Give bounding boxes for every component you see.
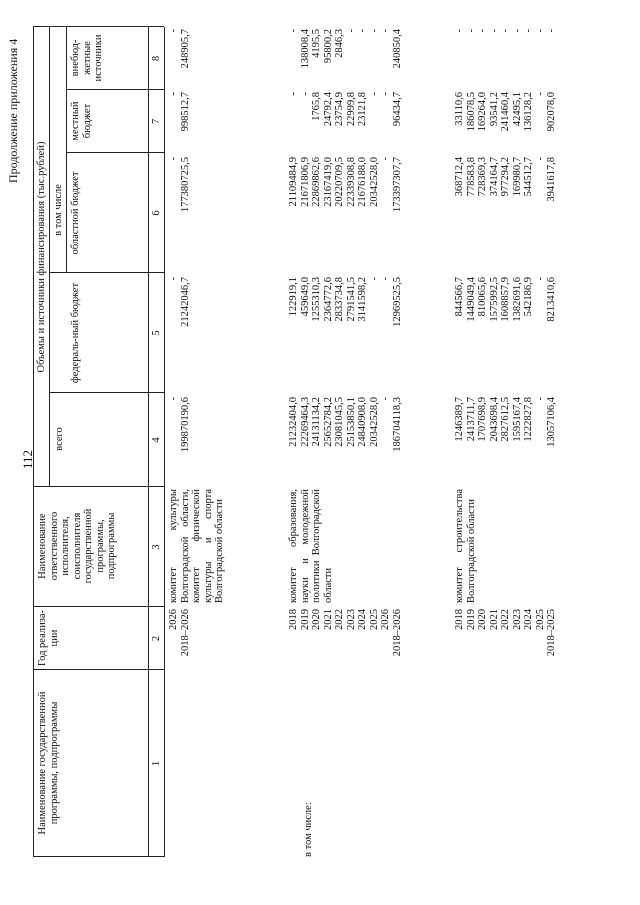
value-cell: 1222827,8	[523, 397, 534, 442]
value-cell: 169980,7	[511, 157, 523, 197]
year-cell: 2026	[168, 609, 179, 630]
value-cell: 21232404,0	[288, 397, 299, 447]
block1-total	[288, 397, 403, 485]
value-cell: -	[534, 157, 546, 161]
value-cell: -	[534, 277, 546, 281]
value-cell: -	[288, 92, 299, 96]
header-program-name: Наименование государственной программы, подпрограммы	[37, 691, 60, 835]
value-cell: 4195,5	[311, 29, 322, 58]
value-cell: 2043698,4	[488, 397, 500, 442]
header-local: местный бюджет	[70, 101, 93, 141]
year-cell: 2019	[465, 609, 477, 630]
value-cell: 22269464,3	[299, 397, 311, 447]
value-cell: -	[168, 277, 179, 281]
value-cell: -	[454, 29, 465, 33]
col-number: 2	[151, 635, 162, 642]
value-cell: 810065,6	[477, 277, 488, 317]
value-cell: 93541,2	[488, 92, 500, 127]
value-cell: 199870190,6	[179, 397, 191, 453]
value-cell: 23121,8	[357, 92, 368, 127]
header-federal: федераль-ный бюджет	[70, 282, 81, 384]
block1-regional	[288, 157, 403, 269]
col-number: 4	[151, 437, 162, 443]
value-cell: -	[168, 157, 179, 161]
value-cell: 241460,4	[500, 92, 511, 132]
value-cell: -	[534, 92, 546, 96]
value-cell: 122919,1	[288, 277, 299, 317]
block2-regional	[454, 157, 558, 269]
value-cell: -	[380, 157, 391, 161]
block2-federal	[454, 277, 558, 389]
value-cell: 3941617,8	[546, 157, 557, 202]
value-cell: 3141598,2	[357, 277, 368, 322]
value-cell: -	[546, 29, 557, 33]
block0-regional	[168, 157, 191, 269]
block2-local	[454, 92, 558, 150]
value-cell: 1765,8	[311, 92, 322, 121]
value-cell: 2791541,5	[345, 277, 357, 322]
block2-extra	[454, 29, 558, 87]
value-cell: 998512,7	[179, 92, 191, 132]
block1-federal	[288, 277, 403, 389]
value-cell: -	[345, 29, 357, 33]
value-cell: 12969525,5	[391, 277, 403, 327]
value-cell: -	[380, 397, 391, 401]
value-cell: -	[380, 277, 391, 281]
year-cell: 2023	[345, 609, 357, 630]
col-number: 5	[151, 330, 162, 336]
appendix-note: Продолжение приложения 4	[6, 38, 20, 183]
header-total: всего	[54, 427, 65, 451]
value-cell: 96434,7	[391, 92, 403, 127]
value-cell: 20342528,0	[368, 397, 380, 447]
value-cell: -	[368, 277, 380, 281]
block0-federal	[168, 277, 191, 389]
value-cell: -	[168, 92, 179, 96]
value-cell: 8213410,6	[546, 277, 557, 322]
value-cell: 1608857,9	[500, 277, 511, 322]
value-cell: 2846,3	[334, 29, 345, 58]
value-cell: 25652784,2	[322, 397, 334, 447]
value-cell: -	[168, 397, 179, 401]
block2-years	[454, 609, 558, 667]
header-year: Год реализа-ции	[37, 609, 60, 667]
year-cell: 2025	[534, 609, 546, 630]
block2-total	[454, 397, 558, 485]
col-number: 6	[151, 210, 162, 216]
value-cell: 1246389,7	[454, 397, 465, 442]
value-cell: -	[477, 29, 488, 33]
value-cell: 22999,8	[345, 92, 357, 127]
header-regional: областной бюджет	[70, 171, 81, 255]
value-cell: 20342528,0	[368, 157, 380, 207]
value-cell: 173397307,7	[391, 157, 403, 213]
value-cell: 23754,9	[334, 92, 345, 127]
value-cell: -	[368, 29, 380, 33]
value-cell: 1449049,4	[465, 277, 477, 322]
value-cell: 2833734,8	[334, 277, 345, 322]
value-cell: 21671806,9	[299, 157, 311, 207]
block1-local	[288, 92, 403, 150]
value-cell: -	[168, 29, 179, 33]
value-cell: -	[357, 29, 368, 33]
value-cell: 459649,0	[299, 277, 311, 317]
value-cell: 902078,0	[546, 92, 557, 132]
value-cell: 728369,3	[477, 157, 488, 197]
page-number: 112	[20, 449, 35, 469]
value-cell: 544512,7	[523, 157, 534, 197]
value-cell: 2413711,7	[465, 397, 477, 442]
value-cell: -	[380, 29, 391, 33]
value-cell: 186078,5	[465, 92, 477, 132]
year-cell: 2025	[368, 609, 380, 630]
value-cell: 248905,7	[179, 29, 191, 69]
value-cell: 24840908,0	[357, 397, 368, 447]
value-cell: -	[368, 92, 380, 96]
year-cell: 2021	[322, 609, 334, 630]
value-cell: 23081045,5	[334, 397, 345, 447]
block0-years	[168, 609, 191, 667]
year-cell: 2022	[334, 609, 345, 630]
col-number: 3	[151, 544, 162, 550]
value-cell: 2364772,6	[322, 277, 334, 322]
value-cell: 95800,2	[322, 29, 334, 64]
col-number: 1	[151, 760, 162, 767]
block1-executor: комитет образования, науки и молодежной политики Волгоградской области	[288, 489, 334, 603]
value-cell: -	[299, 92, 311, 96]
year-cell: 2024	[357, 609, 368, 630]
value-cell: 778583,8	[465, 157, 477, 197]
year-cell: 2022	[500, 609, 511, 630]
year-cell: 2018–2025	[546, 609, 557, 657]
value-cell: -	[511, 29, 523, 33]
block0-extra	[168, 29, 191, 87]
block1-years	[288, 609, 403, 667]
block2-executor: комитет строительства Волгоградской области	[454, 489, 477, 603]
header-executor: Наименование ответственного исполнителя, соисполнителя государственной программы, подпрограммы	[37, 508, 117, 584]
year-cell: 2021	[488, 609, 500, 630]
value-cell: 22339308,8	[345, 157, 357, 207]
value-cell: 23167419,0	[322, 157, 334, 207]
value-cell: 186704118,3	[391, 397, 403, 452]
block1-extra	[288, 29, 403, 87]
col-number: 8	[151, 55, 162, 62]
value-cell: 240850,4	[391, 29, 403, 69]
value-cell: 42495,1	[511, 92, 523, 127]
year-cell: 2018	[454, 609, 465, 630]
value-cell: 169264,0	[477, 92, 488, 132]
value-cell: -	[380, 92, 391, 96]
header-incl: в том числе	[53, 184, 64, 236]
header-volumes: Объемы и источники финансирования (тыс.рублей)	[36, 141, 47, 373]
value-cell: 138008,4	[299, 29, 311, 69]
block0-total	[168, 397, 191, 485]
value-cell: 177380725,5	[179, 157, 191, 213]
year-cell: 2018–2026	[391, 609, 403, 657]
value-cell: -	[523, 29, 534, 33]
value-cell: 25153850,1	[345, 397, 357, 447]
value-cell: -	[465, 29, 477, 33]
value-cell: 136128,2	[523, 92, 534, 132]
value-cell: -	[500, 29, 511, 33]
value-cell: -	[534, 397, 546, 401]
value-cell: 24792,4	[322, 92, 334, 127]
value-cell: 33110,6	[454, 92, 465, 126]
value-cell: 368712,4	[454, 157, 465, 197]
value-cell: 374164,7	[488, 157, 500, 197]
value-cell: 21109484,9	[288, 157, 299, 207]
year-cell: 2018	[288, 609, 299, 630]
value-cell: 977294,2	[500, 157, 511, 197]
year-cell: 2026	[380, 609, 391, 630]
value-cell: 542186,9	[523, 277, 534, 317]
value-cell: 13057106,4	[546, 397, 557, 447]
value-cell: 22869862,6	[311, 157, 322, 207]
value-cell: -	[534, 29, 546, 33]
col-number: 7	[151, 118, 162, 125]
value-cell: 21242046,7	[179, 277, 191, 327]
year-cell: 2023	[511, 609, 523, 630]
value-cell: 1707698,9	[477, 397, 488, 442]
value-cell: 24131134,2	[311, 397, 322, 447]
year-cell: 2020	[477, 609, 488, 630]
block0-executor: комитет культуры Волгоградской области, комитет физической культуры и спорта Волгоградской области	[168, 489, 225, 603]
value-cell: 20220709,5	[334, 157, 345, 207]
value-cell: 844566,7	[454, 277, 465, 317]
header-extra: внебюд-жетные источники	[70, 34, 104, 82]
value-cell: 1382691,6	[511, 277, 523, 322]
in-total-label: в том числе:	[303, 802, 314, 857]
year-cell: 2019	[299, 609, 311, 630]
value-cell: -	[488, 29, 500, 33]
value-cell: 1575992,5	[488, 277, 500, 322]
value-cell: 1595167,4	[511, 397, 523, 442]
value-cell: -	[288, 29, 299, 33]
value-cell: 21676188,0	[357, 157, 368, 207]
year-cell: 2020	[311, 609, 322, 630]
value-cell: 2827612,5	[500, 397, 511, 442]
year-cell: 2018–2026	[179, 609, 191, 657]
year-cell: 2024	[523, 609, 534, 630]
value-cell: 1255310,3	[311, 277, 322, 322]
block0-local	[168, 92, 191, 150]
